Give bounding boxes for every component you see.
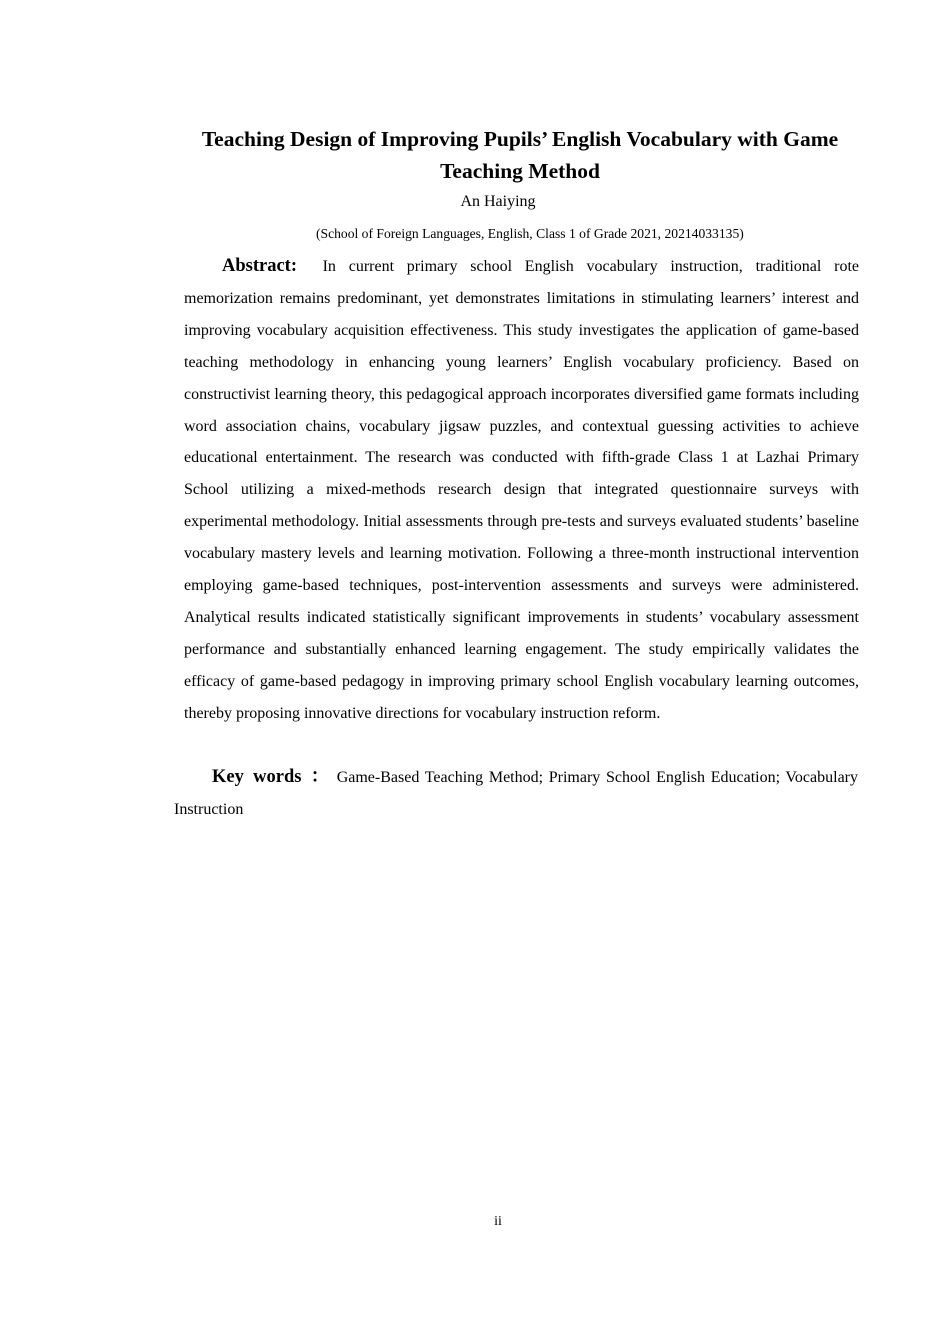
page-number: ii xyxy=(494,1214,502,1229)
author-name: An Haiying xyxy=(460,193,536,210)
keywords-text: Game-Based Teaching Method; Primary School English Education; Vocabulary Instruction xyxy=(174,769,859,818)
abstract-label: Abstract: xyxy=(222,256,298,276)
author-affiliation: (School of Foreign Languages, English, Class 1 of Grade 2021, 20214033135) xyxy=(316,226,744,241)
abstract-text: In current primary school English vocabulary instruction, traditional rote memorization remains predominant, yet demonstrates limitations in stimulating learners’ interest and improving vocabulary acquisition effectiveness. This study investigates the application of game-based teaching methodology in enhancing young learners’ English vocabulary proficiency. Based on constructivist learning theory, this pedagogical approach incorporates diversified game formats including word association chains, vocabulary jigsaw puzzles, and contextual guessing activities to achieve educational entertainment. The research was conducted with fifth-grade Class 1 at Lazhai Primary School utilizing a mixed-methods research design that integrated questionnaire surveys with experimental methodology. Initial assessments through pre-tests and surveys evaluated students’ baseline vocabulary mastery levels and learning motivation. Following a three-month instructional intervention employing game-based techniques, post-intervention assessments and surveys were administered. Analytical results indicated statistically significant improvements in students’ vocabulary assessment performance and substantially enhanced learning engagement. The study empirically validates the efficacy of game-based pedagogy in improving primary school English vocabulary learning outcomes, thereby proposing innovative directions for vocabulary instruction reform. xyxy=(184,258,859,722)
keywords-label: Key words ： xyxy=(212,767,331,787)
page-title: Teaching Design of Improving Pupils’ English Vocabulary with Game Teaching Method xyxy=(201,127,839,183)
abstract-paragraph xyxy=(184,251,859,730)
keywords-paragraph xyxy=(174,762,858,826)
